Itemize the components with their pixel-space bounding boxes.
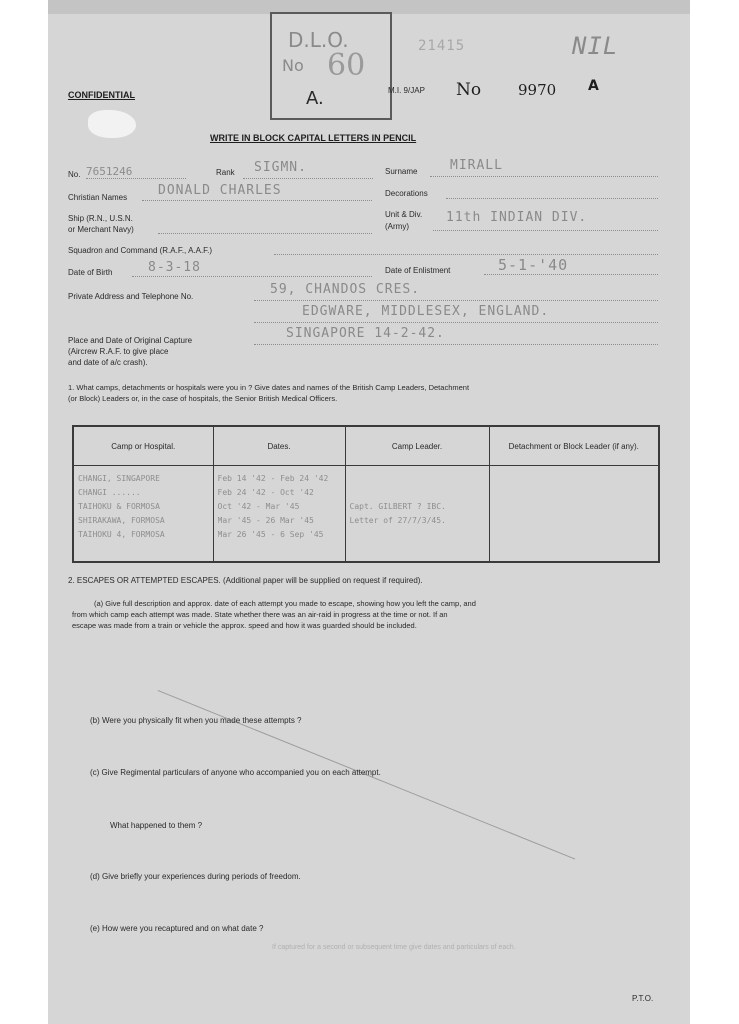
stamp-letter: A. [306,88,324,109]
serial-suffix: A [588,78,599,94]
dob-label: Date of Birth [68,268,113,277]
enlistment-label: Date of Enlistment [385,266,451,275]
handwritten-nil: NIL [572,32,619,60]
decorations-label: Decorations [385,189,428,198]
form-page [48,0,690,1024]
capture-value: SINGAPORE 14-2-42. [286,326,445,341]
squadron-label: Squadron and Command (R.A.F., A.A.F.) [68,246,213,255]
stamp-line1: D.L.O. [288,28,349,52]
camp-table [72,425,660,563]
camp-column [73,466,213,563]
capture-label-3: and date of a/c crash). [68,358,148,367]
unit-label-2: (Army) [385,222,409,231]
address-label: Private Address and Telephone No. [68,292,194,301]
pto-label: P.T.O. [632,994,654,1003]
leader-entry: Letter of 27/7/3/45. [349,516,446,525]
christian-names-value: DONALD CHARLES [158,183,282,198]
question-2e: (e) How were you recaptured and on what date ? [90,924,264,933]
question-2c-followup: What happened to them ? [110,821,203,830]
unit-label-1: Unit & Div. [385,210,423,219]
camp-entry: TAIHOKU & FORMOSA [78,502,160,511]
faint-instruction: If captured for a second or subsequent time give dates and particulars of each. [272,944,516,951]
service-no-value: 7651246 [86,165,133,178]
question-2-heading: 2. ESCAPES OR ATTEMPTED ESCAPES. (Additional paper will be supplied on request if required). [68,576,423,585]
question-2a-line-3: escape was made from a train or vehicle the approx. speed and how it was guarded should be included. [72,621,417,630]
ship-label-1: Ship (R.N., U.S.N. [68,214,133,223]
enlistment-value: 5-1-'40 [498,256,569,274]
ship-label-2: or Merchant Navy) [68,225,134,234]
camp-entry: SHIRAKAWA, FORMOSA [78,516,165,525]
capture-label-2: (Aircrew R.A.F. to give place [68,347,169,356]
camp-entry: CHANGI ...... [78,488,141,497]
question-2a-line-1: (a) Give full description and approx. date of each attempt you made to escape, showing how you left the camp, and [94,599,476,608]
confidential-label: CONFIDENTIAL [68,90,135,100]
torn-hole [88,110,136,138]
stamp-line2: No [282,56,304,75]
christian-names-label: Christian Names [68,193,128,202]
camp-entry: CHANGI, SINGAPORE [78,474,160,483]
date-entry: Feb 14 '42 - Feb 24 '42 [217,474,329,483]
date-entry: Oct '42 - Mar '45 [217,502,300,511]
date-entry: Feb 24 '42 - Oct '42 [217,488,314,497]
capture-label-1: Place and Date of Original Capture [68,336,193,345]
header-dates: Dates. [213,426,345,466]
camp-entry: TAIHOKU 4, FORMOSA [78,530,165,539]
stamp-number: 60 [327,48,366,83]
serial-number: 9970 [518,81,557,99]
header-camp: Camp or Hospital. [73,426,213,466]
question-2b: (b) Were you physically fit when you made these attempts ? [90,716,302,725]
question-1-line-2: (or Block) Leaders or, in the case of hospitals, the Senior British Medical Officers. [68,394,338,403]
camp-table-header [73,426,659,466]
surname-value: MIRALL [450,158,503,173]
leader-column [345,466,489,563]
question-2d: (d) Give briefly your experiences during periods of freedom. [90,872,301,881]
dob-value: 8-3-18 [148,260,201,275]
block-capitals-instruction: WRITE IN BLOCK CAPITAL LETTERS IN PENCIL [210,133,417,143]
date-entry: Mar 26 '45 - 6 Sep '45 [217,530,324,539]
question-2c: (c) Give Regimental particulars of anyone who accompanied you on each attempt. [90,768,381,777]
dates-column [213,466,345,563]
detachment-column [489,466,659,563]
question-2a-line-2: from which camp each attempt was made. State whether there was an air-raid in progress at the time or not. If an [72,610,448,619]
rank-value: SIGMN. [254,160,307,175]
header-camp-leader: Camp Leader. [345,426,489,466]
service-no-label: No. [68,170,81,179]
number-label: No [456,80,482,100]
mi-reference: M.I. 9/JAP [388,86,425,95]
date-entry: Mar '45 - 26 Mar '45 [217,516,314,525]
surname-label: Surname [385,167,418,176]
handwritten-top-number: 21415 [418,38,466,54]
question-1-line-1: 1. What camps, detachments or hospitals were you in ? Give dates and names of the British Camp Leaders, Detachment [68,383,470,392]
unit-value: 11th INDIAN DIV. [446,210,588,225]
header-detachment-leader: Detachment or Block Leader (if any). [489,426,659,466]
address-line-1: 59, CHANDOS CRES. [270,282,421,297]
address-line-2: EDGWARE, MIDDLESEX, ENGLAND. [302,304,550,319]
dlo-stamp [270,12,392,120]
camp-table-body [73,466,659,563]
leader-entry: Capt. GILBERT ? IBC. [349,502,446,511]
rank-label: Rank [216,168,235,177]
